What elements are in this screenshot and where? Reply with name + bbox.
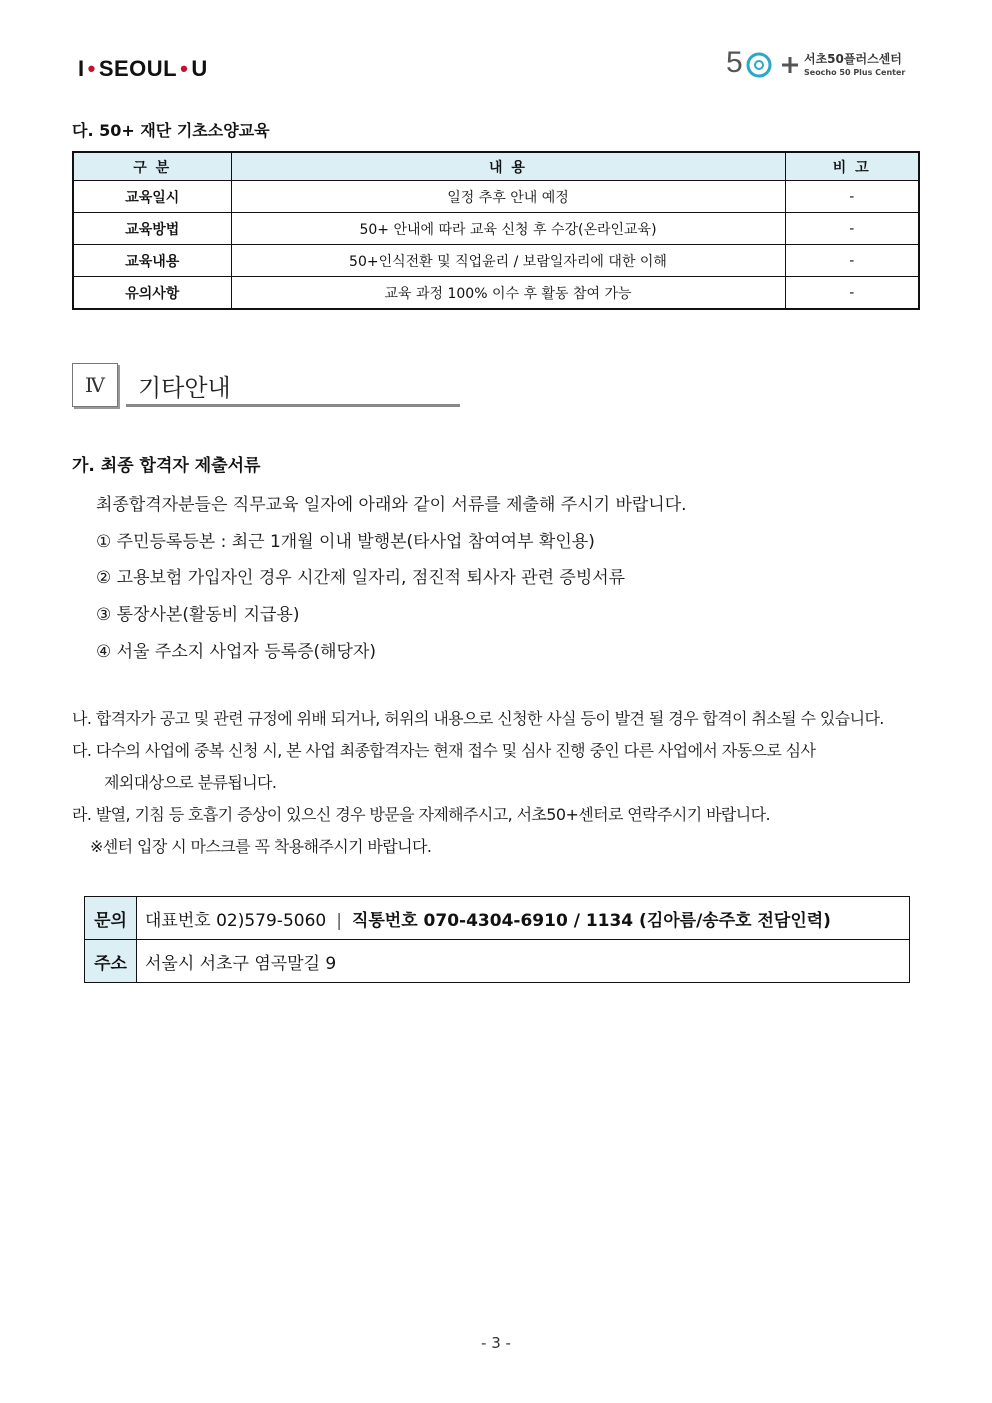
row-note: -	[785, 213, 919, 245]
column-header: 비 고	[785, 152, 919, 181]
list-item: ④ 서울 주소지 사업자 등록증(해당자)	[96, 642, 377, 662]
column-header: 구 분	[73, 152, 231, 181]
seocho-50plus-logo	[726, 44, 926, 84]
section-title-education: 다. 50+ 재단 기초소양교육	[72, 121, 270, 140]
table-row	[73, 181, 919, 213]
logo-part-u: U	[191, 56, 208, 81]
row-label: 교육일시	[73, 181, 231, 213]
note-ra: 라. 발열, 기침 등 호흡기 증상이 있으신 경우 방문을 자제해주시고, 서초50+센터로 연락주시기 바랍니다.	[72, 805, 770, 824]
table-row	[85, 897, 910, 940]
note-da-line2: 제외대상으로 분류됩니다.	[104, 773, 277, 792]
logo-number: 5	[726, 46, 743, 79]
row-note: -	[785, 245, 919, 277]
list-item: ② 고용보험 가입자인 경우 시간제 일자리, 점진적 퇴사자 관련 증빙서류	[96, 568, 626, 588]
table-header-row	[73, 152, 919, 181]
table-row	[73, 245, 919, 277]
table-row	[73, 213, 919, 245]
iseoulu-logo	[78, 56, 208, 82]
logo-dot-icon: •	[87, 56, 96, 81]
row-label: 유의사항	[73, 277, 231, 310]
phone-separator: |	[336, 910, 342, 931]
table-row	[73, 277, 919, 310]
documents-intro: 최종합격자분들은 직무교육 일자에 아래와 같이 서류를 제출해 주시기 바랍니다.	[96, 495, 687, 515]
inquiry-value	[137, 897, 910, 940]
address-label: 주소	[85, 940, 137, 983]
row-label: 교육내용	[73, 245, 231, 277]
main-phone: 대표번호 02)579-5060	[145, 910, 327, 931]
table-row	[85, 940, 910, 983]
address-value: 서울시 서초구 염곡말길 9	[137, 940, 910, 983]
logo-part-i: I	[78, 56, 85, 81]
contact-table	[84, 896, 910, 983]
row-content: 교육 과정 100% 이수 후 활동 참여 가능	[231, 277, 785, 310]
row-content: 50+ 안내에 따라 교육 신청 후 수강(온라인교육)	[231, 213, 785, 245]
row-content: 일정 추후 안내 예정	[231, 181, 785, 213]
row-label: 교육방법	[73, 213, 231, 245]
note-na: 나. 합격자가 공고 및 관련 규정에 위배 되거나, 허위의 내용으로 신청한 사실 등이 발견 될 경우 합격이 취소될 수 있습니다.	[72, 709, 884, 728]
row-note: -	[785, 181, 919, 213]
section-title-documents: 가. 최종 합격자 제출서류	[72, 456, 261, 476]
chapter-title: 기타안내	[138, 374, 231, 402]
direct-phone: 직통번호 070-4304-6910 / 1134 (김아름/송주호 전담인력)	[351, 910, 831, 931]
logo-dot-icon: •	[180, 56, 189, 81]
list-item: ① 주민등록등본 : 최근 1개월 이내 발행본(타사업 참여여부 확인용)	[96, 532, 595, 552]
page-number: - 3 -	[481, 1334, 511, 1352]
logo-part-seoul: SEOUL	[98, 56, 178, 81]
inquiry-label: 문의	[85, 897, 137, 940]
chapter-numeral-box: Ⅳ	[72, 363, 118, 407]
logo-name-en: Seocho 50 Plus Center	[804, 68, 906, 77]
note-mask: ※센터 입장 시 마스크를 꼭 착용해주시기 바랍니다.	[90, 837, 432, 856]
column-header: 내 용	[231, 152, 785, 181]
chapter-underline	[126, 404, 460, 407]
list-item: ③ 통장사본(활동비 지급용)	[96, 605, 300, 625]
note-da-line1: 다. 다수의 사업에 중복 신청 시, 본 사업 최종합격자는 현재 접수 및 심사 진행 중인 다른 사업에서 자동으로 심사	[72, 741, 816, 760]
education-table	[72, 151, 920, 310]
row-note: -	[785, 277, 919, 310]
logo-circle-plus-icon	[742, 48, 802, 82]
logo-name-ko: 서초50플러스센터	[804, 52, 902, 66]
row-content: 50+인식전환 및 직업윤리 / 보람일자리에 대한 이해	[231, 245, 785, 277]
